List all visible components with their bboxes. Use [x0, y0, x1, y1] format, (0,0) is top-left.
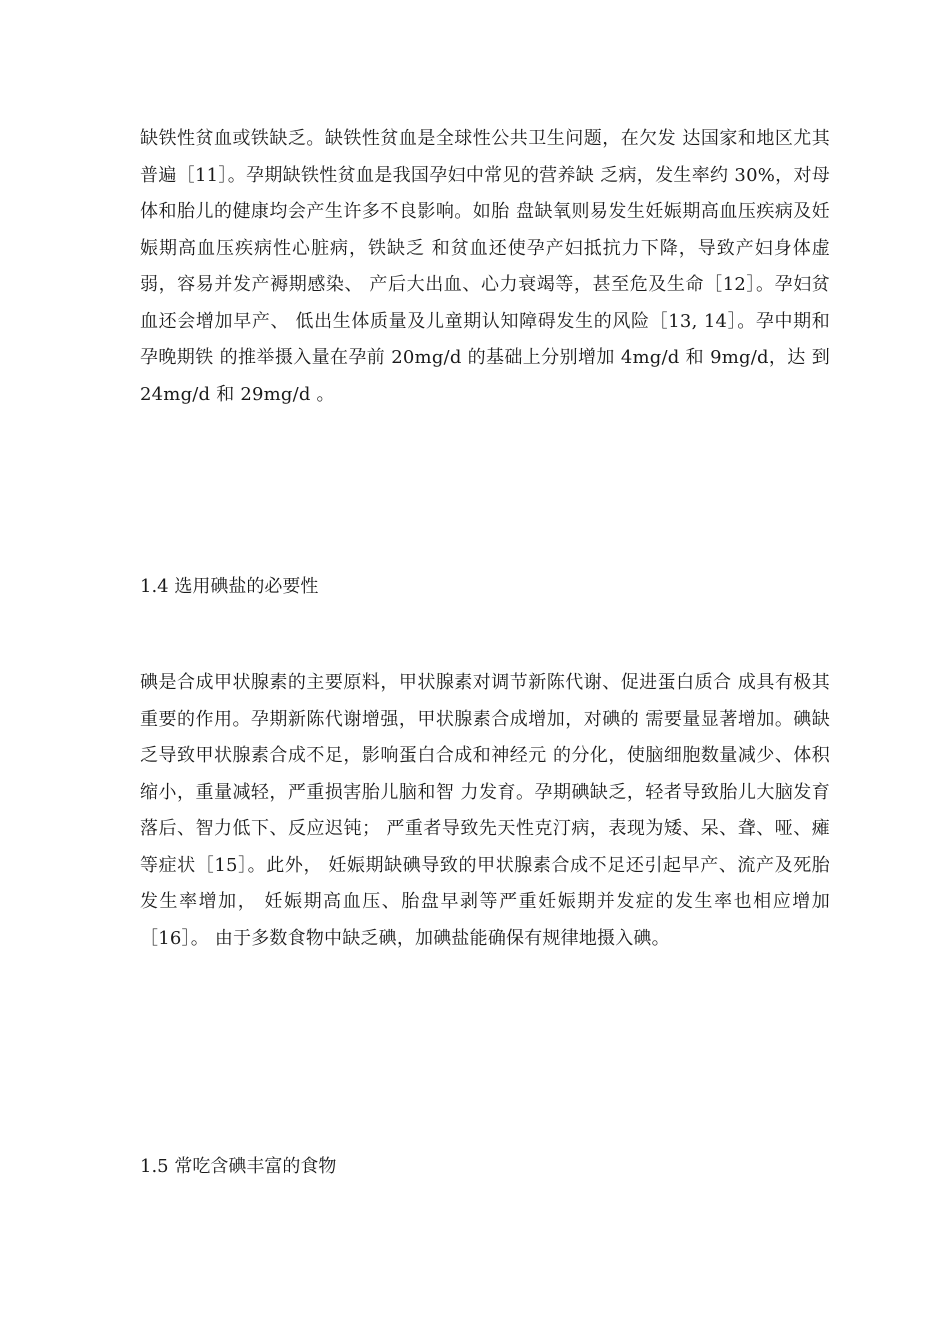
section-heading-iodine-foods: 1.5 常吃含碘丰富的食物 — [140, 1156, 337, 1177]
paragraph-iodine-importance: 碘是合成甲状腺素的主要原料，甲状腺素对调节新陈代谢、促进蛋白质合 成具有极其重要的作用。孕期新陈代谢增强，甲状腺素合成增加，对碘的 需要量显著增加。碘缺乏导致甲状腺素合成不足，影响蛋白合成和神经元 的分化，使脑细胞数量减少、体积缩小，重量减轻，严重损害胎儿脑和智 力发育。孕期碘缺乏，轻者导致胎儿大脑发育落后、智力低下、反应迟钝； 严重者导致先天性克汀病，表现为矮、呆、聋、哑、瘫等症状［15］。此外， 妊娠期缺碘导致的甲状腺素合成不足还引起早产、流产及死胎发生率增加， 妊娠期高血压、胎盘早剥等严重妊娠期并发症的发生率也相应增加［16］。 由于多数食物中缺乏碘，加碘盐能确保有规律地摄入碘。 — [140, 672, 830, 949]
paragraph-iron-deficiency: 缺铁性贫血或铁缺乏。缺铁性贫血是全球性公共卫生问题，在欠发 达国家和地区尤其普遍［11］。孕期缺铁性贫血是我国孕妇中常见的营养缺 乏病，发生率约 30%，对母体和胎儿的健康均会产生许多不良影响。如胎 盘缺氧则易发生妊娠期高血压疾病及妊娠期高血压疾病性心脏病，铁缺乏 和贫血还使孕产妇抵抗力下降，导致产妇身体虚弱，容易并发产褥期感染、 产后大出血、心力衰竭等，甚至危及生命［12］。孕妇贫血还会增加早产、 低出生体质量及儿童期认知障碍发生的风险［13, 14］。孕中期和孕晚期铁 的推举摄入量在孕前 20mg/d 的基础上分别增加 4mg/d 和 9mg/d，达 到 24mg/d 和 29mg/d 。 — [140, 128, 830, 405]
section-heading-iodized-salt: 1.4 选用碘盐的必要性 — [140, 576, 319, 597]
